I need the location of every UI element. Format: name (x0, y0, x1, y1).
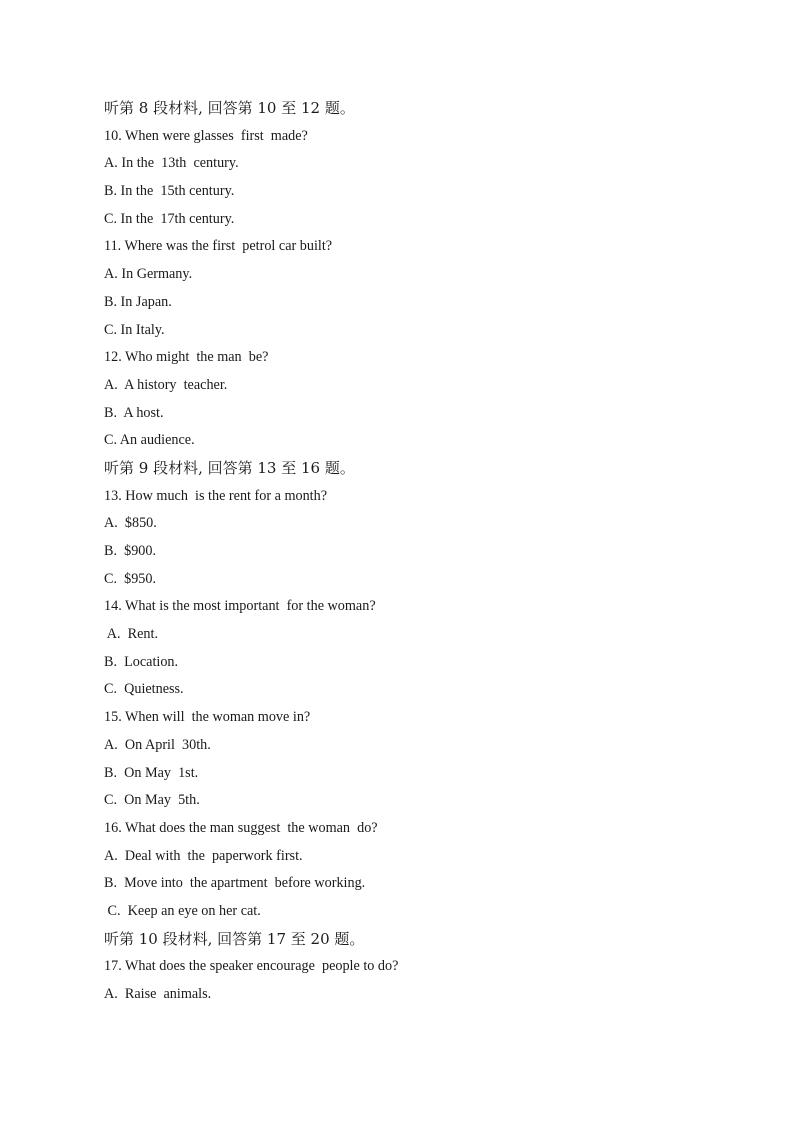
answer-option: C. Keep an eye on her cat. (104, 902, 261, 919)
answer-option: A. Deal with the paperwork first. (104, 847, 303, 864)
answer-option: B. Location. (104, 653, 179, 670)
answer-option: B. In the 15th century. (104, 183, 235, 200)
question-text: 17. What does the speaker encourage people to do? (104, 958, 399, 975)
document-body (104, 95, 744, 1009)
question-text: 11. Where was the first petrol car built? (104, 238, 333, 255)
answer-option: C. $950. (104, 570, 157, 587)
answer-option: A. Raise animals. (104, 986, 212, 1002)
answer-option: B. $900. (104, 543, 157, 559)
question-text: 13. How much is the rent for a month? (104, 487, 328, 504)
answer-option: C. An audience. (104, 432, 195, 449)
answer-option: C. In the 17th century. (104, 210, 235, 227)
question-text: 15. When will the woman move in? (104, 709, 311, 726)
answer-option: B. Move into the apartment before working. (104, 875, 366, 892)
question-text: 16. What does the man suggest the woman do? (104, 819, 378, 836)
answer-option: A. A history teacher. (104, 376, 228, 393)
answer-option: A. On April 30th. (104, 736, 211, 753)
answer-option: C. On May 5th. (104, 792, 200, 809)
question-text: 10. When were glasses first made? (104, 127, 308, 144)
answer-option: C. Quietness. (104, 681, 184, 698)
section-heading: 听第 10 段材料, 回答第 17 至 20 题。 (104, 929, 365, 948)
section-heading: 听第 9 段材料, 回答第 13 至 16 题。 (104, 458, 355, 477)
question-text: 12. Who might the man be? (104, 349, 269, 366)
answer-option: C. In Italy. (104, 321, 165, 338)
answer-option: B. On May 1st. (104, 764, 199, 781)
section-heading: 听第 8 段材料, 回答第 10 至 12 题。 (104, 99, 355, 117)
answer-option: A. In Germany. (104, 266, 193, 283)
answer-option: B. In Japan. (104, 293, 172, 310)
answer-option: A. $850. (104, 515, 157, 532)
answer-option: A. Rent. (104, 626, 158, 643)
question-text: 14. What is the most important for the woman? (104, 598, 376, 615)
answer-option: A. In the 13th century. (104, 155, 239, 172)
answer-option: B. A host. (104, 404, 164, 421)
